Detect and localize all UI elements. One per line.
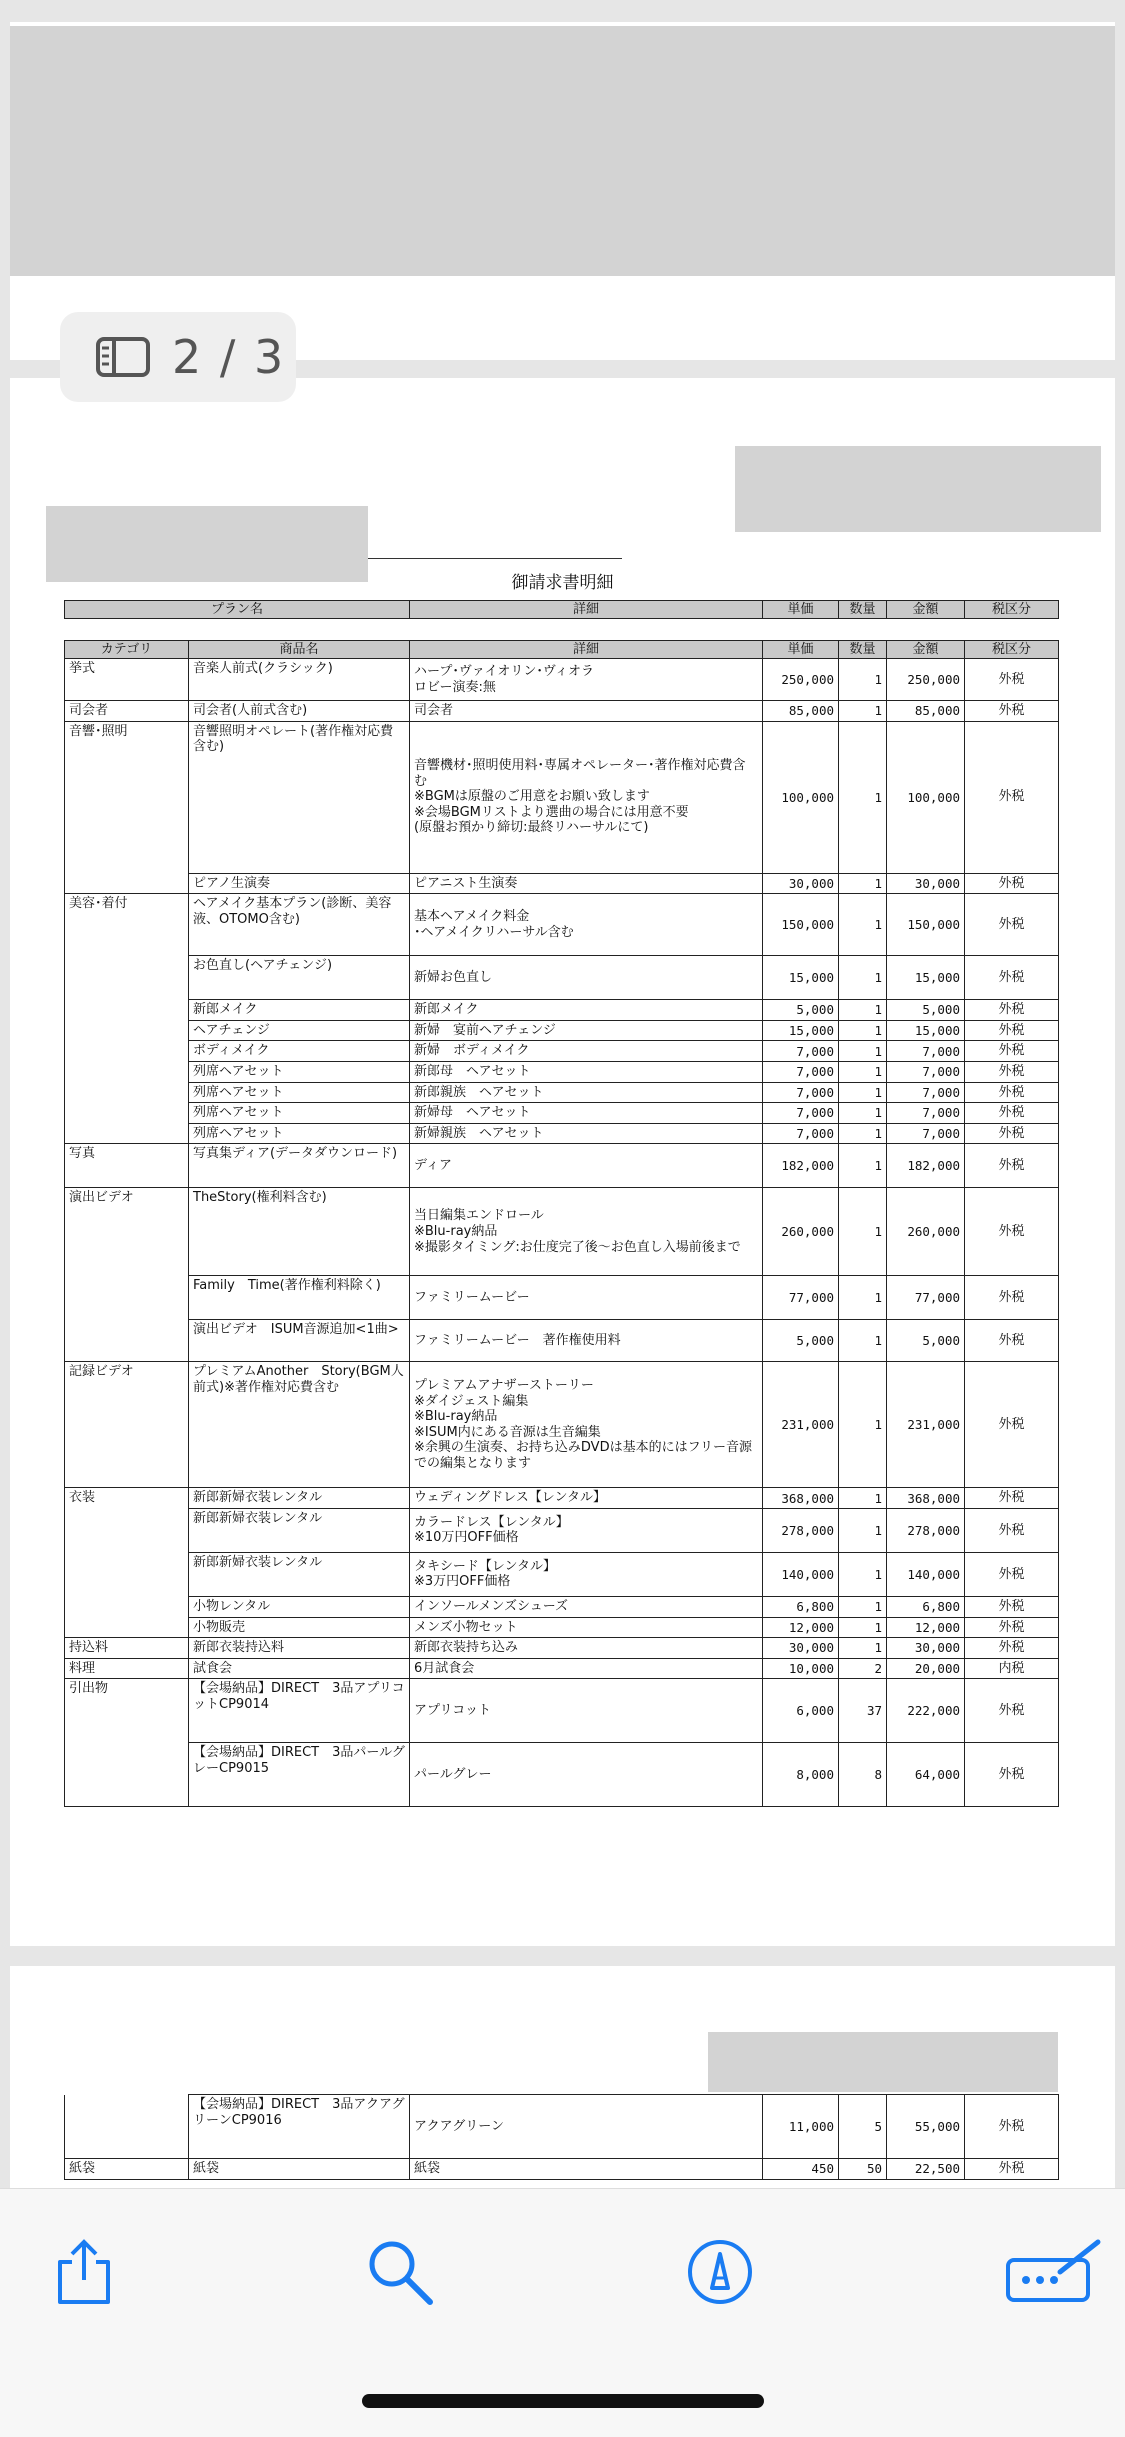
tax-cell: 外税 — [965, 659, 1059, 701]
table-row — [65, 956, 1059, 1000]
redacted-block — [10, 26, 1115, 276]
table-row — [65, 721, 1059, 873]
product-name-cell: 列席ヘアセット — [189, 1103, 410, 1124]
product-name-cell: 司会者(人前式含む) — [189, 701, 410, 722]
redacted-block — [735, 446, 1101, 532]
qty-cell: 37 — [839, 1679, 887, 1743]
tax-cell: 外税 — [965, 1020, 1059, 1041]
column-header-5: 金額 — [887, 641, 965, 659]
product-name-cell: ピアノ生演奏 — [189, 873, 410, 894]
table-row — [65, 1617, 1059, 1638]
qty-cell: 1 — [839, 1362, 887, 1488]
product-name-cell: 列席ヘアセット — [189, 1123, 410, 1144]
product-name-cell: ボディメイク — [189, 1041, 410, 1062]
product-name-cell: 音楽人前式(クラシック) — [189, 659, 410, 701]
summary-header-1: 詳細 — [410, 601, 763, 619]
table-row — [65, 1082, 1059, 1103]
category-cell: 司会者 — [65, 701, 189, 722]
amount-cell: 250,000 — [887, 659, 965, 701]
summary-header-0: プラン名 — [65, 601, 410, 619]
category-cell — [65, 873, 189, 894]
tax-cell: 外税 — [965, 1552, 1059, 1596]
amount-cell: 77,000 — [887, 1276, 965, 1320]
product-name-cell: 小物販売 — [189, 1617, 410, 1638]
category-cell — [65, 1596, 189, 1617]
qty-cell: 50 — [839, 2159, 887, 2180]
category-cell — [65, 1508, 189, 1552]
price-cell: 6,000 — [763, 1679, 839, 1743]
qty-cell: 1 — [839, 1508, 887, 1552]
tax-cell: 外税 — [965, 2095, 1059, 2159]
table-row — [65, 1679, 1059, 1743]
category-cell: 衣装 — [65, 1488, 189, 1509]
tax-cell: 外税 — [965, 1638, 1059, 1659]
table-row — [65, 1123, 1059, 1144]
detail-cell: 新郎親族 ヘアセット — [410, 1082, 763, 1103]
detail-cell: 新婦 ボディメイク — [410, 1041, 763, 1062]
amount-cell: 20,000 — [887, 1658, 965, 1679]
amount-cell: 100,000 — [887, 721, 965, 873]
detail-cell: タキシード【レンタル】 ※3万円OFF価格 — [410, 1552, 763, 1596]
tax-cell: 外税 — [965, 1362, 1059, 1488]
price-cell: 30,000 — [763, 873, 839, 894]
qty-cell: 1 — [839, 1123, 887, 1144]
table-row — [65, 2095, 1059, 2159]
signature-icon[interactable] — [1004, 2236, 1104, 2308]
detail-cell: 新婦 宴前ヘアチェンジ — [410, 1020, 763, 1041]
amount-cell: 140,000 — [887, 1552, 965, 1596]
page-1 — [10, 22, 1115, 360]
price-cell: 7,000 — [763, 1123, 839, 1144]
qty-cell: 1 — [839, 1320, 887, 1362]
amount-cell: 85,000 — [887, 701, 965, 722]
amount-cell: 7,000 — [887, 1103, 965, 1124]
column-header-2: 詳細 — [410, 641, 763, 659]
amount-cell: 278,000 — [887, 1508, 965, 1552]
qty-cell: 1 — [839, 659, 887, 701]
tax-cell: 外税 — [965, 1000, 1059, 1021]
price-cell: 11,000 — [763, 2095, 839, 2159]
product-name-cell: 列席ヘアセット — [189, 1082, 410, 1103]
category-cell: 挙式 — [65, 659, 189, 701]
qty-cell: 1 — [839, 873, 887, 894]
product-name-cell: 【会場納品】DIRECT 3品アクアグリーンCP9016 — [189, 2095, 410, 2159]
category-cell: 美容･着付 — [65, 894, 189, 956]
column-header-6: 税区分 — [965, 641, 1059, 659]
price-cell: 150,000 — [763, 894, 839, 956]
category-cell — [65, 1103, 189, 1124]
detail-cell: ハープ･ヴァイオリン･ヴィオラ ロビー演奏:無 — [410, 659, 763, 701]
price-cell: 30,000 — [763, 1638, 839, 1659]
summary-header-2: 単価 — [763, 601, 839, 619]
product-name-cell: 小物レンタル — [189, 1596, 410, 1617]
price-cell: 260,000 — [763, 1188, 839, 1276]
qty-cell: 1 — [839, 956, 887, 1000]
detail-cell: メンズ小物セット — [410, 1617, 763, 1638]
qty-cell: 1 — [839, 1617, 887, 1638]
tax-cell: 外税 — [965, 1276, 1059, 1320]
detail-cell: ファミリームービー 著作権使用料 — [410, 1320, 763, 1362]
amount-cell: 260,000 — [887, 1188, 965, 1276]
amount-cell: 368,000 — [887, 1488, 965, 1509]
qty-cell: 1 — [839, 1061, 887, 1082]
qty-cell: 2 — [839, 1658, 887, 1679]
category-cell — [65, 1320, 189, 1362]
tax-cell: 内税 — [965, 1658, 1059, 1679]
category-cell — [65, 1020, 189, 1041]
category-cell: 写真 — [65, 1144, 189, 1188]
product-name-cell: 新郎新婦衣装レンタル — [189, 1488, 410, 1509]
detail-cell: 新婦お色直し — [410, 956, 763, 1000]
category-cell — [65, 1552, 189, 1596]
tax-cell: 外税 — [965, 1082, 1059, 1103]
price-cell: 250,000 — [763, 659, 839, 701]
amount-cell: 30,000 — [887, 1638, 965, 1659]
column-header-3: 単価 — [763, 641, 839, 659]
tax-cell: 外税 — [965, 701, 1059, 722]
qty-cell: 1 — [839, 721, 887, 873]
markup-icon[interactable] — [684, 2236, 756, 2308]
category-cell: 持込料 — [65, 1638, 189, 1659]
tax-cell: 外税 — [965, 1041, 1059, 1062]
detail-cell: ファミリームービー — [410, 1276, 763, 1320]
tax-cell: 外税 — [965, 1596, 1059, 1617]
amount-cell: 7,000 — [887, 1061, 965, 1082]
tax-cell: 外税 — [965, 1488, 1059, 1509]
qty-cell: 1 — [839, 1020, 887, 1041]
table-row — [65, 1596, 1059, 1617]
table-row — [65, 1638, 1059, 1659]
tax-cell: 外税 — [965, 1508, 1059, 1552]
category-cell — [65, 1743, 189, 1807]
search-icon[interactable] — [364, 2236, 436, 2308]
qty-cell: 1 — [839, 1596, 887, 1617]
tax-cell: 外税 — [965, 1103, 1059, 1124]
product-name-cell: 音響照明オペレート(著作権対応費含む) — [189, 721, 410, 873]
table-row — [65, 873, 1059, 894]
detail-cell: パールグレー — [410, 1743, 763, 1807]
redacted-block — [708, 2032, 1058, 2092]
detail-cell: ピアニスト生演奏 — [410, 873, 763, 894]
price-cell: 5,000 — [763, 1000, 839, 1021]
table-row — [65, 1061, 1059, 1082]
tax-cell: 外税 — [965, 1617, 1059, 1638]
category-cell — [65, 1123, 189, 1144]
page-indicator-label: 2 / 3 — [172, 330, 286, 384]
amount-cell: 182,000 — [887, 1144, 965, 1188]
category-cell: 引出物 — [65, 1679, 189, 1743]
detail-cell: プレミアムアナザーストーリー ※ダイジェスト編集 ※Blu-ray納品 ※ISUM内にある音源は生音編集 ※余興の生演奏、お持ち込みDVDは基本的にはフリー音源での編集となります — [410, 1362, 763, 1488]
table-row — [65, 1488, 1059, 1509]
tax-cell: 外税 — [965, 1061, 1059, 1082]
category-cell: 演出ビデオ — [65, 1188, 189, 1276]
amount-cell: 222,000 — [887, 1679, 965, 1743]
amount-cell: 22,500 — [887, 2159, 965, 2180]
tax-cell: 外税 — [965, 1320, 1059, 1362]
category-cell: 料理 — [65, 1658, 189, 1679]
category-cell — [65, 1276, 189, 1320]
table-row — [65, 1188, 1059, 1276]
column-header-1: 商品名 — [189, 641, 410, 659]
price-cell: 10,000 — [763, 1658, 839, 1679]
product-name-cell: Family Time(著作権利料除く) — [189, 1276, 410, 1320]
table-row — [65, 1020, 1059, 1041]
detail-cell: 新婦親族 ヘアセット — [410, 1123, 763, 1144]
price-cell: 12,000 — [763, 1617, 839, 1638]
product-name-cell: 紙袋 — [189, 2159, 410, 2180]
detail-cell: ディア — [410, 1144, 763, 1188]
detail-table — [64, 640, 1059, 1807]
table-row — [65, 1658, 1059, 1679]
category-cell: 記録ビデオ — [65, 1362, 189, 1488]
column-header-4: 数量 — [839, 641, 887, 659]
detail-cell: 新郎母 ヘアセット — [410, 1061, 763, 1082]
table-row — [65, 1320, 1059, 1362]
tax-cell: 外税 — [965, 2159, 1059, 2180]
product-name-cell: 新郎新婦衣装レンタル — [189, 1508, 410, 1552]
tax-cell: 外税 — [965, 873, 1059, 894]
category-cell — [65, 1041, 189, 1062]
sidebar-icon — [96, 337, 150, 377]
price-cell: 77,000 — [763, 1276, 839, 1320]
table-row — [65, 1508, 1059, 1552]
qty-cell: 1 — [839, 1041, 887, 1062]
tax-cell: 外税 — [965, 721, 1059, 873]
qty-cell: 1 — [839, 894, 887, 956]
amount-cell: 15,000 — [887, 1020, 965, 1041]
summary-header-table — [64, 600, 1059, 619]
table-row — [65, 701, 1059, 722]
category-cell — [65, 1000, 189, 1021]
detail-cell: 新婦母 ヘアセット — [410, 1103, 763, 1124]
page-indicator[interactable] — [60, 312, 296, 402]
detail-cell: インソールメンズシューズ — [410, 1596, 763, 1617]
qty-cell: 8 — [839, 1743, 887, 1807]
category-cell: 音響･照明 — [65, 721, 189, 873]
qty-cell: 1 — [839, 1082, 887, 1103]
table-row — [65, 1103, 1059, 1124]
qty-cell: 1 — [839, 1000, 887, 1021]
product-name-cell: 新郎メイク — [189, 1000, 410, 1021]
price-cell: 85,000 — [763, 701, 839, 722]
category-cell — [65, 956, 189, 1000]
amount-cell: 150,000 — [887, 894, 965, 956]
price-cell: 8,000 — [763, 1743, 839, 1807]
detail-cell: 司会者 — [410, 701, 763, 722]
price-cell: 15,000 — [763, 1020, 839, 1041]
qty-cell: 1 — [839, 1188, 887, 1276]
qty-cell: 1 — [839, 1552, 887, 1596]
product-name-cell: プレミアムAnother Story(BGM人前式)※著作権対応費含む — [189, 1362, 410, 1488]
price-cell: 15,000 — [763, 956, 839, 1000]
detail-cell: カラードレス【レンタル】 ※10万円OFF価格 — [410, 1508, 763, 1552]
product-name-cell: 新郎新婦衣装レンタル — [189, 1552, 410, 1596]
price-cell: 6,800 — [763, 1596, 839, 1617]
product-name-cell: TheStory(権利料含む) — [189, 1188, 410, 1276]
amount-cell: 7,000 — [887, 1123, 965, 1144]
qty-cell: 1 — [839, 701, 887, 722]
product-name-cell: 写真集ディア(データダウンロード) — [189, 1144, 410, 1188]
product-name-cell: ヘアチェンジ — [189, 1020, 410, 1041]
tax-cell: 外税 — [965, 1743, 1059, 1807]
column-header-0: カテゴリ — [65, 641, 189, 659]
detail-cell: アクアグリーン — [410, 2095, 763, 2159]
price-cell: 7,000 — [763, 1041, 839, 1062]
tax-cell: 外税 — [965, 1144, 1059, 1188]
table-row — [65, 1276, 1059, 1320]
amount-cell: 12,000 — [887, 1617, 965, 1638]
qty-cell: 1 — [839, 1638, 887, 1659]
detail-cell: ウェディングドレス【レンタル】 — [410, 1488, 763, 1509]
product-name-cell: 【会場納品】DIRECT 3品アプリコットCP9014 — [189, 1679, 410, 1743]
tax-cell: 外税 — [965, 1679, 1059, 1743]
qty-cell: 1 — [839, 1144, 887, 1188]
detail-cell: 新郎衣装持ち込み — [410, 1638, 763, 1659]
detail-cell: 紙袋 — [410, 2159, 763, 2180]
tax-cell: 外税 — [965, 956, 1059, 1000]
home-indicator[interactable] — [362, 2394, 764, 2408]
detail-cell: 基本ヘアメイク料金 ･ヘアメイクリハーサル含む — [410, 894, 763, 956]
product-name-cell: 【会場納品】DIRECT 3品パールグレーCP9015 — [189, 1743, 410, 1807]
price-cell: 450 — [763, 2159, 839, 2180]
detail-cell: 当日編集エンドロール ※Blu-ray納品 ※撮影タイミング:お仕度完了後～お色直し入場前後まで — [410, 1188, 763, 1276]
category-cell — [65, 1617, 189, 1638]
product-name-cell: 新郎衣装持込料 — [189, 1638, 410, 1659]
table-row — [65, 1041, 1059, 1062]
price-cell: 7,000 — [763, 1061, 839, 1082]
table-row — [65, 894, 1059, 956]
product-name-cell: 列席ヘアセット — [189, 1061, 410, 1082]
price-cell: 182,000 — [763, 1144, 839, 1188]
qty-cell: 1 — [839, 1488, 887, 1509]
qty-cell: 5 — [839, 2095, 887, 2159]
category-cell: 紙袋 — [65, 2159, 189, 2180]
product-name-cell: 試食会 — [189, 1658, 410, 1679]
share-icon[interactable] — [48, 2236, 120, 2308]
price-cell: 5,000 — [763, 1320, 839, 1362]
table-row — [65, 1144, 1059, 1188]
price-cell: 140,000 — [763, 1552, 839, 1596]
detail-cell: アプリコット — [410, 1679, 763, 1743]
summary-header-3: 数量 — [839, 601, 887, 619]
amount-cell: 5,000 — [887, 1000, 965, 1021]
category-cell — [65, 2095, 189, 2159]
summary-header-4: 金額 — [887, 601, 965, 619]
document-title: 御請求書明細 — [511, 573, 614, 593]
table-row — [65, 659, 1059, 701]
table-row — [65, 1362, 1059, 1488]
amount-cell: 64,000 — [887, 1743, 965, 1807]
table-row — [65, 1743, 1059, 1807]
summary-header-5: 税区分 — [965, 601, 1059, 619]
amount-cell: 5,000 — [887, 1320, 965, 1362]
detail-cell: 新郎メイク — [410, 1000, 763, 1021]
tax-cell: 外税 — [965, 1123, 1059, 1144]
table-row — [65, 2159, 1059, 2180]
amount-cell: 7,000 — [887, 1082, 965, 1103]
category-cell — [65, 1061, 189, 1082]
amount-cell: 6,800 — [887, 1596, 965, 1617]
qty-cell: 1 — [839, 1276, 887, 1320]
price-cell: 7,000 — [763, 1103, 839, 1124]
product-name-cell: お色直し(ヘアチェンジ) — [189, 956, 410, 1000]
qty-cell: 1 — [839, 1103, 887, 1124]
price-cell: 100,000 — [763, 721, 839, 873]
amount-cell: 55,000 — [887, 2095, 965, 2159]
amount-cell: 30,000 — [887, 873, 965, 894]
underline — [368, 558, 622, 559]
product-name-cell: 演出ビデオ ISUM音源追加<1曲> — [189, 1320, 410, 1362]
table-row — [65, 1000, 1059, 1021]
category-cell — [65, 1082, 189, 1103]
amount-cell: 231,000 — [887, 1362, 965, 1488]
price-cell: 278,000 — [763, 1508, 839, 1552]
price-cell: 231,000 — [763, 1362, 839, 1488]
tax-cell: 外税 — [965, 894, 1059, 956]
amount-cell: 15,000 — [887, 956, 965, 1000]
price-cell: 7,000 — [763, 1082, 839, 1103]
detail-cell: 音響機材･照明使用料･専属オペレーター･著作権対応費含む ※BGMは原盤のご用意をお願い致します ※会場BGMリストより選曲の場合には用意不要 (原盤お預かり締切:最終リハーサルにて) — [410, 721, 763, 873]
price-cell: 368,000 — [763, 1488, 839, 1509]
product-name-cell: ヘアメイク基本プラン(診断、美容液、OTOMO含む) — [189, 894, 410, 956]
table-row — [65, 1552, 1059, 1596]
tax-cell: 外税 — [965, 1188, 1059, 1276]
detail-cell: 6月試食会 — [410, 1658, 763, 1679]
page3-table — [64, 2094, 1059, 2180]
amount-cell: 7,000 — [887, 1041, 965, 1062]
